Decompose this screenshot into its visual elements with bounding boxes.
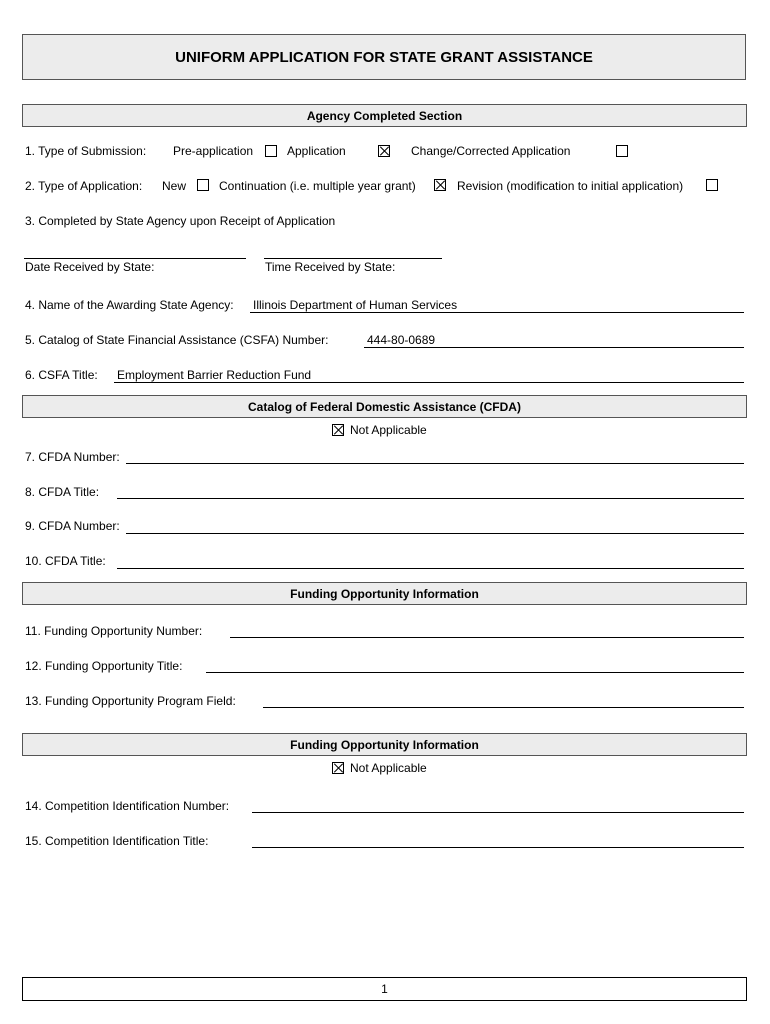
cfda-number-2-field[interactable]	[126, 533, 744, 534]
funding-section-header: Funding Opportunity Information	[22, 582, 747, 605]
cfda-number-field[interactable]	[126, 463, 744, 464]
csfa-title-label: 6. CSFA Title:	[25, 368, 98, 382]
cfda-number-label: 7. CFDA Number:	[25, 450, 120, 464]
cfda-title-2-field[interactable]	[117, 568, 744, 569]
competition-not-applicable-checkbox[interactable]	[332, 762, 344, 774]
funding-program-field[interactable]	[263, 707, 744, 708]
completed-by-label: 3. Completed by State Agency upon Receipt of Application	[25, 214, 336, 228]
funding-title-label: 12. Funding Opportunity Title:	[25, 659, 183, 673]
csfa-title-value[interactable]: Employment Barrier Reduction Fund	[117, 368, 312, 382]
time-received-line[interactable]	[264, 258, 442, 259]
csfa-title-line	[114, 382, 744, 383]
pre-application-label: Pre-application	[173, 144, 254, 158]
application-checkbox[interactable]	[378, 145, 390, 157]
revision-checkbox[interactable]	[706, 179, 718, 191]
funding-title-field[interactable]	[206, 672, 744, 673]
agency-section-header: Agency Completed Section	[22, 104, 747, 127]
competition-not-applicable-label: Not Applicable	[350, 761, 427, 775]
time-received-label: Time Received by State:	[265, 260, 396, 274]
funding-number-label: 11. Funding Opportunity Number:	[25, 624, 203, 638]
pre-application-checkbox[interactable]	[265, 145, 277, 157]
cfda-number-2-label: 9. CFDA Number:	[25, 519, 120, 533]
new-label: New	[162, 179, 187, 193]
application-label: Application	[287, 144, 346, 158]
competition-number-label: 14. Competition Identification Number:	[25, 799, 230, 813]
competition-section-header: Funding Opportunity Information	[22, 733, 747, 756]
change-corrected-checkbox[interactable]	[616, 145, 628, 157]
cfda-not-applicable-checkbox[interactable]	[332, 424, 344, 436]
cfda-title-2-label: 10. CFDA Title:	[25, 554, 106, 568]
continuation-label: Continuation (i.e. multiple year grant)	[219, 179, 416, 193]
agency-name-label: 4. Name of the Awarding State Agency:	[25, 298, 234, 312]
competition-title-field[interactable]	[252, 847, 744, 848]
change-corrected-label: Change/Corrected Application	[411, 144, 571, 158]
agency-name-value[interactable]: Illinois Department of Human Services	[253, 298, 458, 312]
competition-number-field[interactable]	[252, 812, 744, 813]
csfa-number-label: 5. Catalog of State Financial Assistance (CSFA) Number:	[25, 333, 329, 347]
date-received-label: Date Received by State:	[25, 260, 155, 274]
cfda-not-applicable-label: Not Applicable	[350, 423, 427, 437]
revision-label: Revision (modification to initial application)	[457, 179, 684, 193]
csfa-number-value[interactable]: 444-80-0689	[367, 333, 436, 347]
cfda-section-header: Catalog of Federal Domestic Assistance (CFDA)	[22, 395, 747, 418]
page-number: 1	[22, 977, 747, 1001]
application-type-label: 2. Type of Application:	[25, 179, 143, 193]
funding-number-field[interactable]	[230, 637, 744, 638]
form-title: UNIFORM APPLICATION FOR STATE GRANT ASSISTANCE	[22, 34, 746, 80]
new-checkbox[interactable]	[197, 179, 209, 191]
agency-name-line	[250, 312, 744, 313]
submission-type-label: 1. Type of Submission:	[25, 144, 147, 158]
continuation-checkbox[interactable]	[434, 179, 446, 191]
funding-program-field-label: 13. Funding Opportunity Program Field:	[25, 694, 236, 708]
date-received-line[interactable]	[24, 258, 246, 259]
csfa-number-line	[364, 347, 744, 348]
cfda-title-label: 8. CFDA Title:	[25, 485, 100, 499]
competition-title-label: 15. Competition Identification Title:	[25, 834, 209, 848]
cfda-title-field[interactable]	[117, 498, 744, 499]
